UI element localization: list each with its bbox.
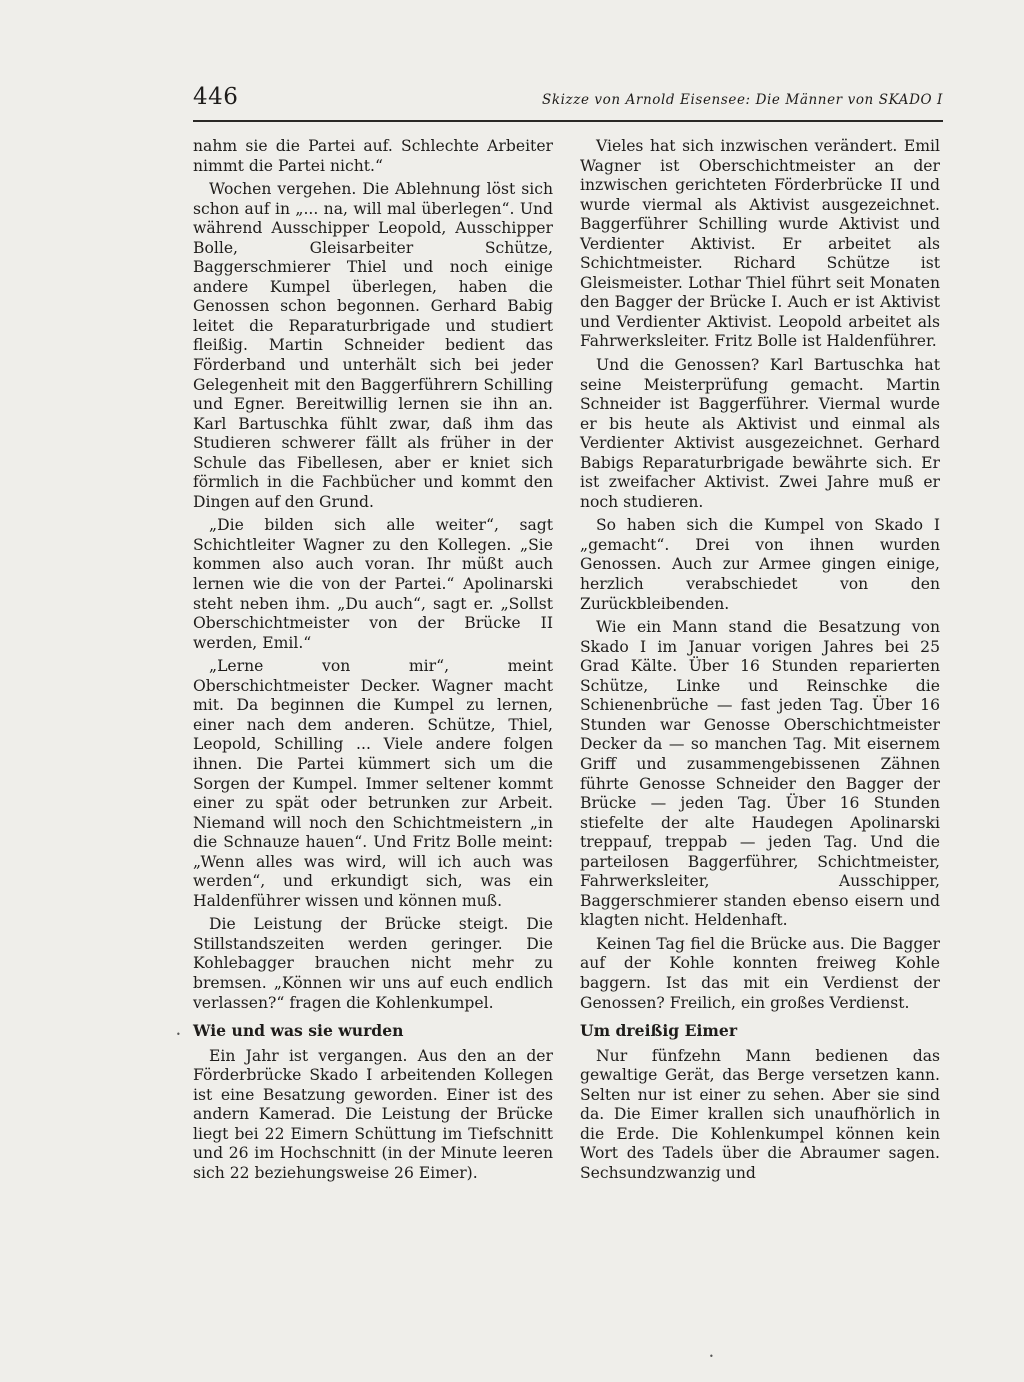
paragraph: nahm sie die Partei auf. Schlechte Arbeiter nimmt die Partei nicht.“ bbox=[193, 137, 553, 175]
paragraph: Nur fünfzehn Mann bedienen das gewaltige Gerät, das Berge versetzen kann. Selten nur ist einer zu sehen. Aber sie sind da. Die Eimer krallen sich unaufhörlich in die Erde. Die Kohlenkumpel können kein Wort des Tadels über die Abraumer sagen. Sechsundzwanzig und bbox=[580, 1046, 940, 1182]
paragraph: Wie ein Mann stand die Besatzung von Skado I im Januar vorigen Jahres bei 25 Grad Kälte. Über 16 Stunden reparierten Schütze, Linke und Reinschke die Schienenbrüche — fast jeden Tag. Über 16 Stunden war Genosse Oberschichtmeister Decker da — so manchen Tag. Mit eisernem Griff und zusammengebissenen Zähnen führte Genosse Schneider den Bagger der Brücke — jeden Tag. Über 16 Stunden stiefelte der alte Haudegen Apolinarski treppauf, treppab — jeden Tag. Und die parteilosen Baggerführer, Schichtmeister, Fahrwerksleiter, Ausschipper, Baggerschmierer standen ebenso eisern und klagten nicht. Heldenhaft. bbox=[580, 618, 940, 930]
print-speck: • bbox=[176, 1030, 181, 1039]
print-speck: • bbox=[709, 1352, 714, 1361]
page-header bbox=[193, 82, 943, 116]
section-heading: Um dreißig Eimer bbox=[580, 1021, 738, 1041]
book-page bbox=[193, 82, 943, 1182]
paragraph: Vieles hat sich inzwischen verändert. Emil Wagner ist Oberschichtmeister an der inzwischen gerichteten Förderbrücke II und wurde viermal als Aktivist ausgezeichnet. Baggerführer Schilling wurde Aktivist und Verdienter Aktivist. Er arbeitet als Schichtmeister. Richard Schütze ist Gleismeister. Lothar Thiel führt seit Monaten den Bagger der Brücke I. Auch er ist Aktivist und Verdienter Aktivist. Leopold arbeitet als Fahrwerksleiter. Fritz Bolle ist Haldenführer. bbox=[580, 137, 940, 351]
right-column bbox=[580, 137, 940, 1187]
paragraph: „Die bilden sich alle weiter“, sagt Schichtleiter Wagner zu den Kollegen. „Sie kommen also auch voran. Ihr müßt auch lernen wie die von der Partei.“ Apolinarski steht neben ihm. „Du auch“, sagt er. „Sollst Oberschichtmeister von der Brücke II werden, Emil.“ bbox=[193, 516, 553, 652]
paragraph: So haben sich die Kumpel von Skado I „gemacht“. Drei von ihnen wurden Genossen. Auch zur Armee gingen einige, herzlich verabschiedet von den Zurückbleibenden. bbox=[580, 516, 940, 613]
paragraph: Und die Genossen? Karl Bartuschka hat seine Meisterprüfung gemacht. Martin Schneider ist Baggerführer. Viermal wurde er bis heute als Aktivist und einmal als Verdienter Aktivist ausgezeichnet. Gerhard Babigs Reparaturbrigade bewährte sich. Er ist zweifacher Aktivist. Zwei Jahre muß er noch studieren. bbox=[580, 356, 940, 511]
page-number: 446 bbox=[193, 84, 239, 110]
running-title: Skizze von Arnold Eisensee: Die Männer von SKADO I bbox=[541, 92, 943, 108]
section-heading: Wie und was sie wurden bbox=[193, 1021, 404, 1041]
paragraph: Wochen vergehen. Die Ablehnung löst sich schon auf in „... na, will mal überlegen“. Und während Ausschipper Leopold, Ausschipper Bolle, Gleisarbeiter Schütze, Baggerschmierer Thiel und noch einige andere Kumpel überlegen, haben die Genossen schon begonnen. Gerhard Babig leitet die Reparaturbrigade und studiert fleißig. Martin Schneider bedient das Förderband und unterhält sich bei jeder Gelegenheit mit den Baggerführern Schilling und Egner. Bereitwillig lernen sie ihn an. Karl Bartuschka fühlt zwar, daß ihm das Studieren schwerer fällt als früher in der Schule das Fibellesen, aber er kniet sich förmlich in die Fachbücher und kommt den Dingen auf den Grund. bbox=[193, 180, 553, 511]
left-column bbox=[193, 137, 553, 1187]
paragraph: „Lerne von mir“, meint Oberschichtmeister Decker. Wagner macht mit. Da beginnen die Kumpel zu lernen, einer nach dem anderen. Schütze, Thiel, Leopold, Schilling ... Viele andere folgen ihnen. Die Partei kümmert sich um die Sorgen der Kumpel. Immer seltener kommt einer zu spät oder betrunken zur Arbeit. Niemand will noch den Schichtmeistern „in die Schnauze hauen“. Und Fritz Bolle meint: „Wenn alles was wird, will ich auch was werden“, und erkundigt sich, was ein Haldenführer wissen und können muß. bbox=[193, 657, 553, 910]
header-rule bbox=[193, 120, 943, 122]
paragraph: Die Leistung der Brücke steigt. Die Stillstandszeiten werden geringer. Die Kohlebagger brauchen nicht mehr zu bremsen. „Können wir uns auf euch endlich verlassen?“ fragen die Kohlenkumpel. bbox=[193, 915, 553, 1012]
paragraph: Keinen Tag fiel die Brücke aus. Die Bagger auf der Kohle konnten freiweg Kohle baggern. Ist das mit ein Verdienst der Genossen? Freilich, ein großes Verdienst. bbox=[580, 934, 940, 1012]
paragraph: Ein Jahr ist vergangen. Aus den an der Förderbrücke Skado I arbeitenden Kollegen ist eine Besatzung geworden. Einer ist des andern Kamerad. Die Leistung der Brücke liegt bei 22 Eimern Schüttung im Tiefschnitt und 26 im Hochschnitt (in der Minute leeren sich 22 beziehungsweise 26 Eimer). bbox=[193, 1046, 553, 1182]
